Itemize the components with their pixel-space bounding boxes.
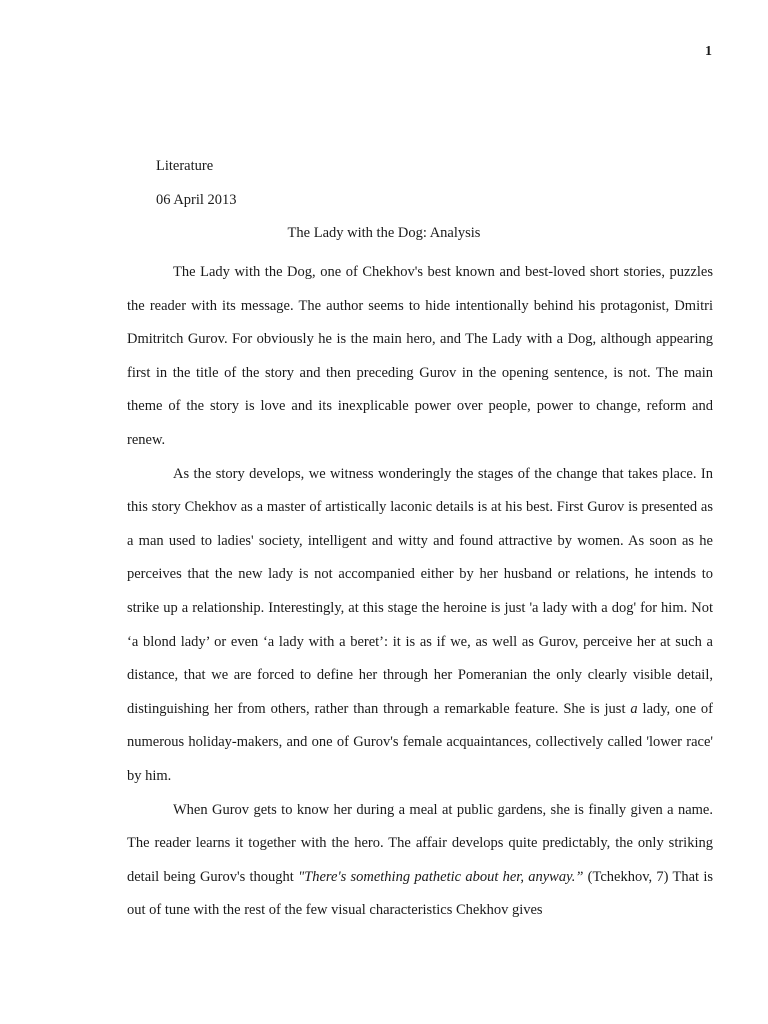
paragraph-3 <box>127 794 713 928</box>
paragraph-2-emphasis: a <box>630 700 638 717</box>
paragraph-1: The Lady with the Dog, one of Chekhov's best known and best-loved short stories, puzzles the reader with its message. The author seems to hide intentionally behind his protagonist, Dmitri Dmitritch Gurov. For obviously he is the main hero, and The Lady with a Dog, although appearing first in the title of the story and then preceding Gurov in the opening sentence, is not. The main theme of the story is love and its inexplicable power over people, power to change, reform and renew. <box>127 264 713 448</box>
paragraph-2-text-b: lady, one of numerous holiday-makers, and one of Gurov's female acquaintances, collectively called 'lower race' by him. <box>127 700 713 784</box>
document-date: 06 April 2013 <box>156 192 237 208</box>
paragraph-3-quote: "There's something pathetic about her, anyway.” <box>298 868 584 885</box>
course-name: Literature <box>156 158 214 174</box>
paragraph-2 <box>127 458 713 794</box>
page-number: 1 <box>705 44 712 59</box>
paragraph-2-text-a: As the story develops, we witness wonderingly the stages of the change that takes place. In this story Chekhov as a master of artistically laconic details is at his best. First Gurov is presented as a man used to ladies' society, intelligent and witty and found attractive by women. As soon as he perceives that the new lady is not accompanied either by her husband or relations, he intends to strike up a relationship. Interestingly, at this stage the heroine is just 'a lady with a dog' for him. Not ‘a blond lady’ or even ‘a lady with a beret’: it is as if we, as well as Gurov, perceive her at such a distance, that we are forced to define her through her Pomeranian the only clearly visible detail, distinguishing her from others, rather than through a remarkable feature. She is just <box>127 465 713 717</box>
document-title: The Lady with the Dog: Analysis <box>287 225 481 241</box>
document-body <box>127 256 713 928</box>
paragraph-3-text-b: (Tchekhov, 7) That is out of tune with the rest of the few visual characteristics Chekhov gives <box>127 868 713 919</box>
paragraph-3-text-a: When Gurov gets to know her during a meal at public gardens, she is finally given a name. The reader learns it together with the hero. The affair develops quite predictably, the only striking detail being Gurov's thought <box>127 801 713 885</box>
